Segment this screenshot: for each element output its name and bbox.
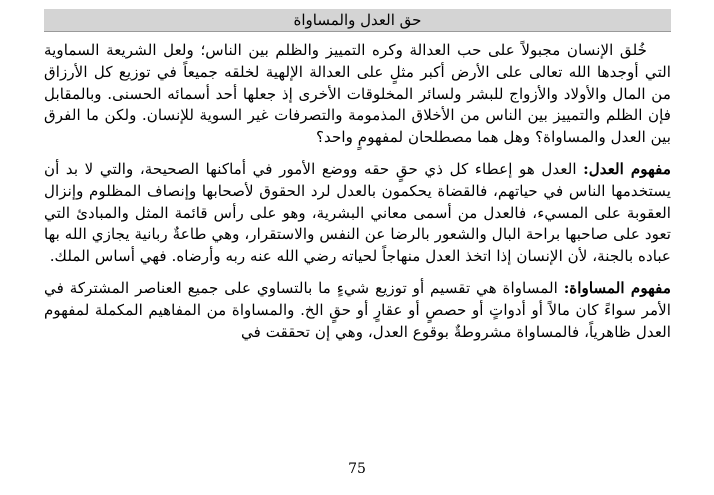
chapter-title: حق العدل والمساواة — [293, 11, 422, 29]
intro-paragraph: خُلق الإنسان مجبولاً على حب العدالة وكره التمييز والظلم بين الناس؛ ولعل الشريعة السماوية التي أوجدها الله تعالى على الأرض أكبر مثلٍ على العدالة الإلهية لخلقه جميعاً في توزيع كل الأرزاق من المال والأولاد والأزواج للبشر ولسائر المخلوقات الأخرى إذ جعلها أحد أسمائه الحسنى. وبالمقابل فإن الظلم والتمييز بين الناس من الأخلاق المذمومة والتصرفات غير السوية للإنسان. ولكن ما الفرق بين العدل والمساواة؟ وهل هما مصطلحان لمفهومٍ واحد؟ — [44, 41, 671, 147]
justice-term: مفهوم العدل: — [583, 159, 671, 178]
equality-paragraph — [44, 278, 671, 343]
justice-definition: العدل هو إعطاء كل ذي حقٍ حقه ووضع الأمور في أماكنها الصحيحة، والتي لا بد أن يستخدمها الناس في حياتهم، فالقضاة يحكمون بالعدل لرد الحقوق لأصحابها وإنصاف المظلوم وإنزال العقوبة على المسيء، فالعدل من أسمى معاني البشرية، وهو على رأس قائمة المثل والمبادئ التي تعود على صاحبها براحة البال والشعور بالرضا عن النفس والاستقرار، وهي طاعةٌ ربانية يجازي الله بها عباده بالجنة، لأن الإنسان إذا اتخذ العدل منهاجاً لحياته رضي الله عنه ربه وأرضاه. فهي أساس الملك. — [44, 159, 671, 266]
page-number: 75 — [348, 461, 366, 477]
equality-term: مفهوم المساواة: — [563, 278, 671, 297]
equality-definition: المساواة هي تقسيم أو توزيع شيءٍ ما بالتساوي على جميع العناصر المشتركة في الأمر سواءً كان مالاً أو أدواتٍ أو حصصٍ أو عقارٍ أو حقٍ الخ. والمساواة من المفاهيم المكملة لمفهوم العدل ظاهرياً، فالمساواة مشروطةٌ بوقوع العدل، وهي إن تحققت في — [44, 278, 671, 341]
chapter-header-bar — [44, 9, 671, 32]
page-body — [44, 40, 671, 343]
justice-paragraph — [44, 159, 671, 268]
